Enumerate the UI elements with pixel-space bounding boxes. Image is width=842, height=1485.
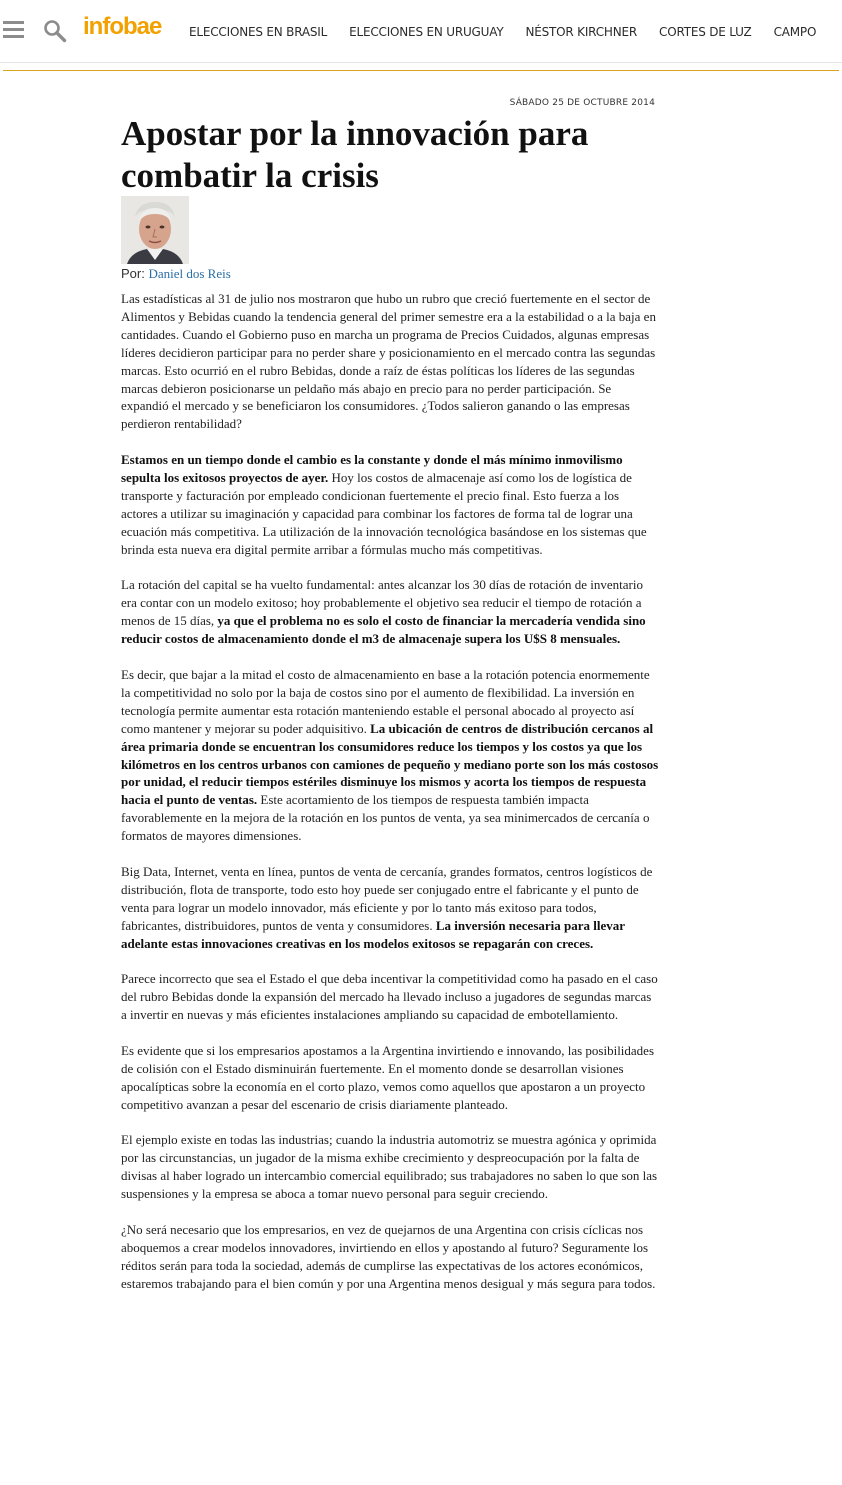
paragraph-bold-text: Estamos en un tiempo donde el cambio es la constante y donde el más mínimo inmovilismo sepulta los exitosos proyectos de ayer. (121, 452, 623, 486)
article-paragraph (121, 1042, 659, 1114)
article-paragraph (121, 1131, 659, 1203)
paragraph-text: Es decir, que bajar a la mitad el costo de almacenamiento en base a la rotación potencia enormemente la competitividad no solo por la baja de costos sino por el aumento de flexibilidad. La inversión en tecnología permite aumentar esta rotación manteniendo estable el personal abocado al proyecto así como mantener y mejorar su poder adquisitivo. (121, 666, 650, 736)
article-paragraph (121, 290, 659, 433)
paragraph-text: ¿No será necesario que los empresarios, en vez de quejarnos de una Argentina con crisis cíclicas nos aboquemos a crear modelos innovadores, invirtiendo en ellos y apostando al futuro? Seguramente los réditos serán para toda la sociedad, además de cumplirse las expectativas de los actores económicos, estaremos trabajando para el bien común y por una Argentina menos desigual y más segura para todos. (121, 1222, 656, 1291)
paragraph-bold-text: La inversión necesaria para llevar adelante estas innovaciones creativas en los modelos exitosos se repagarán con creces. (121, 917, 625, 951)
paragraph-text: La rotación del capital se ha vuelto fundamental: antes alcanzar los 30 días de rotación de inventario era contar con un modelo exitoso; hoy probablemente el objetivo sea reducir el tiempo de rotación a menos de 15 días, (121, 577, 643, 629)
paragraph-text: Es evidente que si los empresarios apostamos a la Argentina invirtiendo e innovando, las posibilidades de colisión con el Estado disminuirán fuertemente. En el momento donde se desarrollan visiones apocalípticas sobre la economía en el corto plazo, vemos como aquellos que apostaron a un proyecto competitivo avanzan a pesar del escenario de crisis diariamente planteado. (121, 1042, 655, 1112)
search-icon[interactable] (43, 19, 67, 43)
article-paragraph (121, 1221, 659, 1293)
article-paragraph (121, 863, 659, 953)
paragraph-text: Parece incorrecto que sea el Estado el que deba incentivar la competitividad como ha pasado en el caso del rubro Bebidas donde la expansión del mercado ha llevado incluso a jugadores de segundas marcas a invertir en nuevas y más eficientes instalaciones ampliando su capacidad de embotellamiento. (121, 971, 658, 1023)
infobae-logo[interactable]: infobae (83, 13, 162, 40)
article-date: SÁBADO 25 DE OCTUBRE 2014 (509, 98, 655, 108)
article-title: Apostar por la innovación para combatir la crisis (121, 114, 589, 195)
nav-item-campo[interactable]: CAMPO (773, 25, 817, 39)
article-paragraph (121, 451, 659, 558)
article-paragraph (121, 666, 659, 845)
top-navigation-bar (0, 0, 842, 63)
article-paragraph (121, 970, 659, 1024)
byline-prefix: Por: (121, 266, 145, 281)
paragraph-text: Big Data, Internet, venta en línea, puntos de venta de cercanía, grandes formatos, centros logísticos de distribución, flota de transporte, todo esto hoy puede ser conjugado entre el fabricante y el punto de venta para lograr un modelo innovador, más eficiente y por lo tanto más exitoso para todos, fabricantes, distribuidores, puntos de venta y consumidores. (121, 863, 653, 933)
paragraph-text: El ejemplo existe en todas las industrias; cuando la industria automotriz se muestra agónica y oprimida por las circunstancias, un jugador de la misma exhibe crecimiento y despreocupación por la falta de divisas al haber logrado un intercambio comercial equilibrado; sus trabajadores no saben lo que son las suspensiones y la empresa se aboca a tomar nuevo personal para seguir creciendo. (121, 1132, 658, 1202)
paragraph-text: Hoy los costos de almacenaje así como los de logística de transporte y facturación por empleado condicionan fuertemente el precio final. Esto fuerza a los actores a utilizar su imaginación y capacidad para combinar los factores de forma tal de lograr una ecuación más competitiva. La utilización de la innovación tecnológica basándose en los sistemas que brinda esta nueva era digital permite arribar a fórmulas mucho más competitivas. (121, 470, 647, 557)
header-divider (3, 70, 839, 71)
article-body (121, 290, 659, 1311)
nav-item-elecciones-brasil[interactable]: ELECCIONES EN BRASIL (189, 25, 328, 39)
paragraph-bold-text: La ubicación de centros de distribución cercanos al área primaria donde se encuentran los consumidores reduce los tiempos y los costos ya que los kilómetros en los centros urbanos con camiones de pequeño y mediano porte son los más costosos por unidad, el reducir tiempos estériles disminuye los mismos y acorta los tiempos de respuesta hacia el punto de ventas. (121, 720, 659, 808)
nav-item-cortes-de-luz[interactable]: CORTES DE LUZ (659, 25, 752, 39)
author-avatar[interactable] (121, 196, 189, 264)
byline (121, 266, 231, 282)
section-nav (189, 25, 838, 39)
paragraph-text: Las estadísticas al 31 de julio nos mostraron que hubo un rubro que creció fuertemente en el sector de Alimentos y Bebidas cuando la tendencia general del primer semestre era a la estabilidad o a la baja en cantidades. Cuando el Gobierno puso en marcha un programa de Precios Cuidados, algunas empresas líderes decidieron participar para no perder share y posicionamiento en el mercado contra las segundas marcas. Esto ocurrió en el rubro Bebidas, donde a raíz de éstas políticas los líderes de las segundas marcas debieron posicionarse un peldaño más abajo en precio para no perder participación. Se expandió el mercado y se beneficiaron los consumidores. ¿Todos salieron ganando o las empresas perdieron rentabilidad? (121, 291, 656, 432)
nav-item-nestor-kirchner[interactable]: NÉSTOR KIRCHNER (525, 25, 638, 39)
menu-icon[interactable] (3, 21, 24, 39)
nav-item-elecciones-uruguay[interactable]: ELECCIONES EN URUGUAY (349, 25, 504, 39)
article-paragraph (121, 576, 659, 648)
author-link[interactable]: Daniel dos Reis (148, 266, 231, 281)
paragraph-text: Este acortamiento de los tiempos de respuesta también impacta favorablemente en la mejora de la rotación en los puntos de venta, ya sea minimercados de cercanía o formatos de mayores dimensiones. (121, 792, 650, 844)
paragraph-bold-text: ya que el problema no es solo el costo de financiar la mercadería vendida sino reducir costos de almacenamiento donde el m3 de almacenaje supera los U$S 8 mensuales. (121, 613, 646, 647)
